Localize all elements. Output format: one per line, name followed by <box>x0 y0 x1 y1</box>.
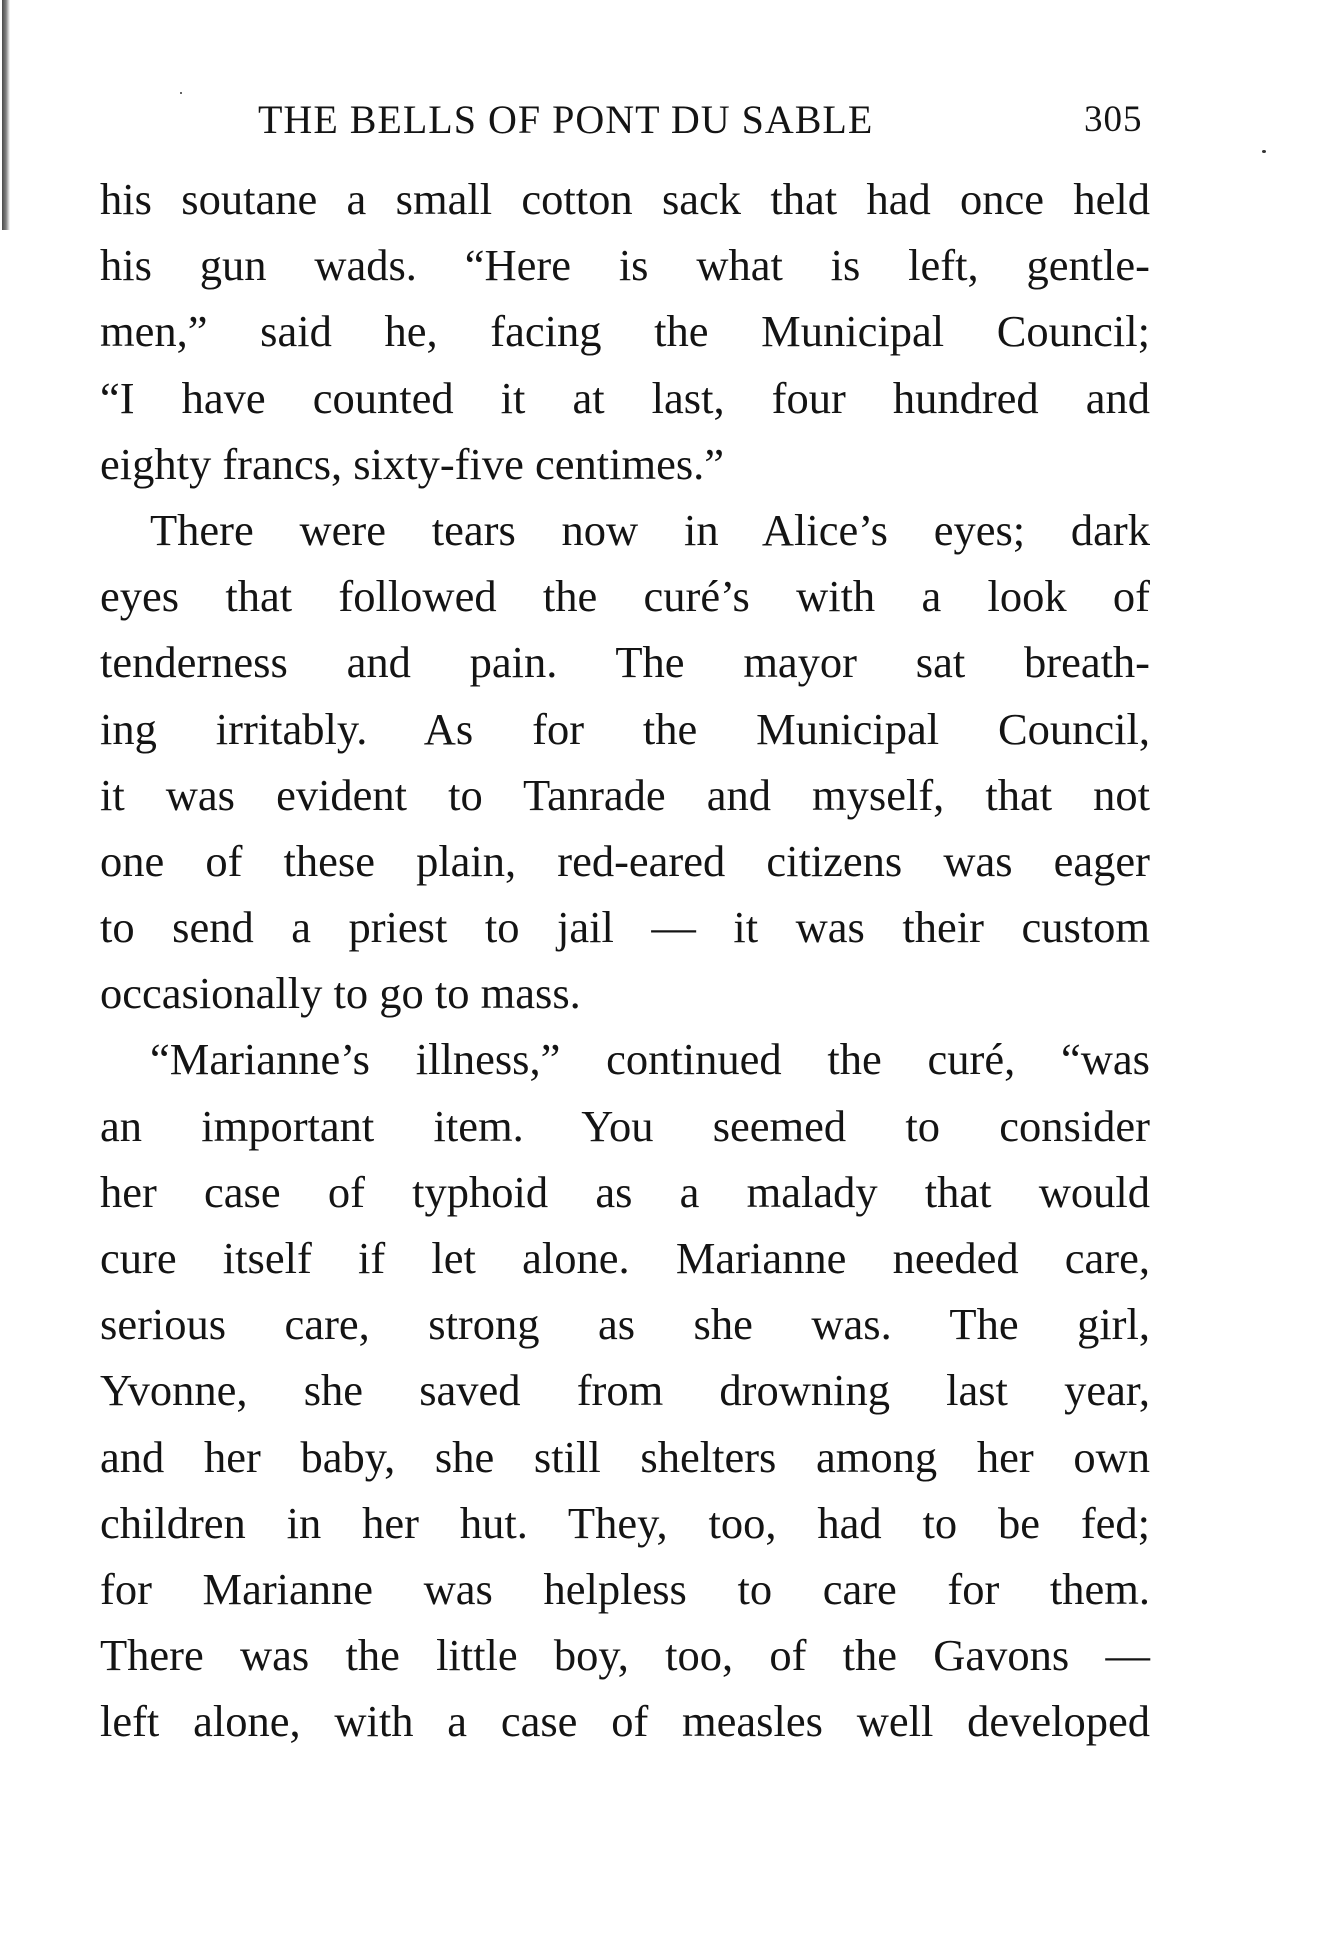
text-line: for Marianne was helpless to care for them. <box>100 1563 1150 1614</box>
text-line: eyes that followed the curé’s with a look of <box>100 571 1150 622</box>
text-line: “Marianne’s illness,” continued the curé, “was <box>150 1034 1150 1085</box>
text-line: it was evident to Tanrade and myself, that not <box>100 769 1150 820</box>
text-line: There was the little boy, too, of the Gavons — <box>100 1630 1150 1681</box>
ink-speck <box>180 92 182 94</box>
text-line: Yvonne, she saved from drowning last year, <box>100 1365 1150 1416</box>
text-line: eighty francs, sixty-five centimes.” <box>100 438 725 489</box>
text-line: “I have counted it at last, four hundred and <box>100 372 1150 423</box>
text-line: left alone, with a case of measles well developed <box>100 1696 1150 1747</box>
text-line: to send a priest to jail — it was their custom <box>100 902 1150 953</box>
text-line: an important item. You seemed to consider <box>100 1100 1150 1151</box>
text-line: occasionally to go to mass. <box>100 968 581 1019</box>
text-line: ing irritably. As for the Municipal Council, <box>100 703 1150 754</box>
ink-speck <box>1262 150 1266 153</box>
text-line: his gun wads. “Here is what is left, gentle- <box>100 240 1150 291</box>
text-line: serious care, strong as she was. The girl, <box>100 1299 1150 1350</box>
text-line: cure itself if let alone. Marianne needed care, <box>100 1233 1150 1283</box>
text-line: There were tears now in Alice’s eyes; dark <box>150 504 1150 555</box>
body-text <box>100 166 1150 1755</box>
running-head <box>258 96 1158 146</box>
text-line: and her baby, she still shelters among her own <box>100 1431 1150 1482</box>
text-line: her case of typhoid as a malady that would <box>100 1166 1150 1217</box>
running-title: THE BELLS OF PONT DU SABLE <box>258 97 874 142</box>
text-line: his soutane a small cotton sack that had once held <box>100 174 1150 224</box>
text-line: one of these plain, red-eared citizens was eager <box>100 835 1150 886</box>
text-line: children in her hut. They, too, had to be fed; <box>100 1497 1150 1548</box>
binding-shadow <box>2 0 10 230</box>
page-number: 305 <box>1084 99 1143 140</box>
text-line: tenderness and pain. The mayor sat breath- <box>100 637 1150 688</box>
text-line: men,” said he, facing the Municipal Council; <box>100 306 1150 357</box>
